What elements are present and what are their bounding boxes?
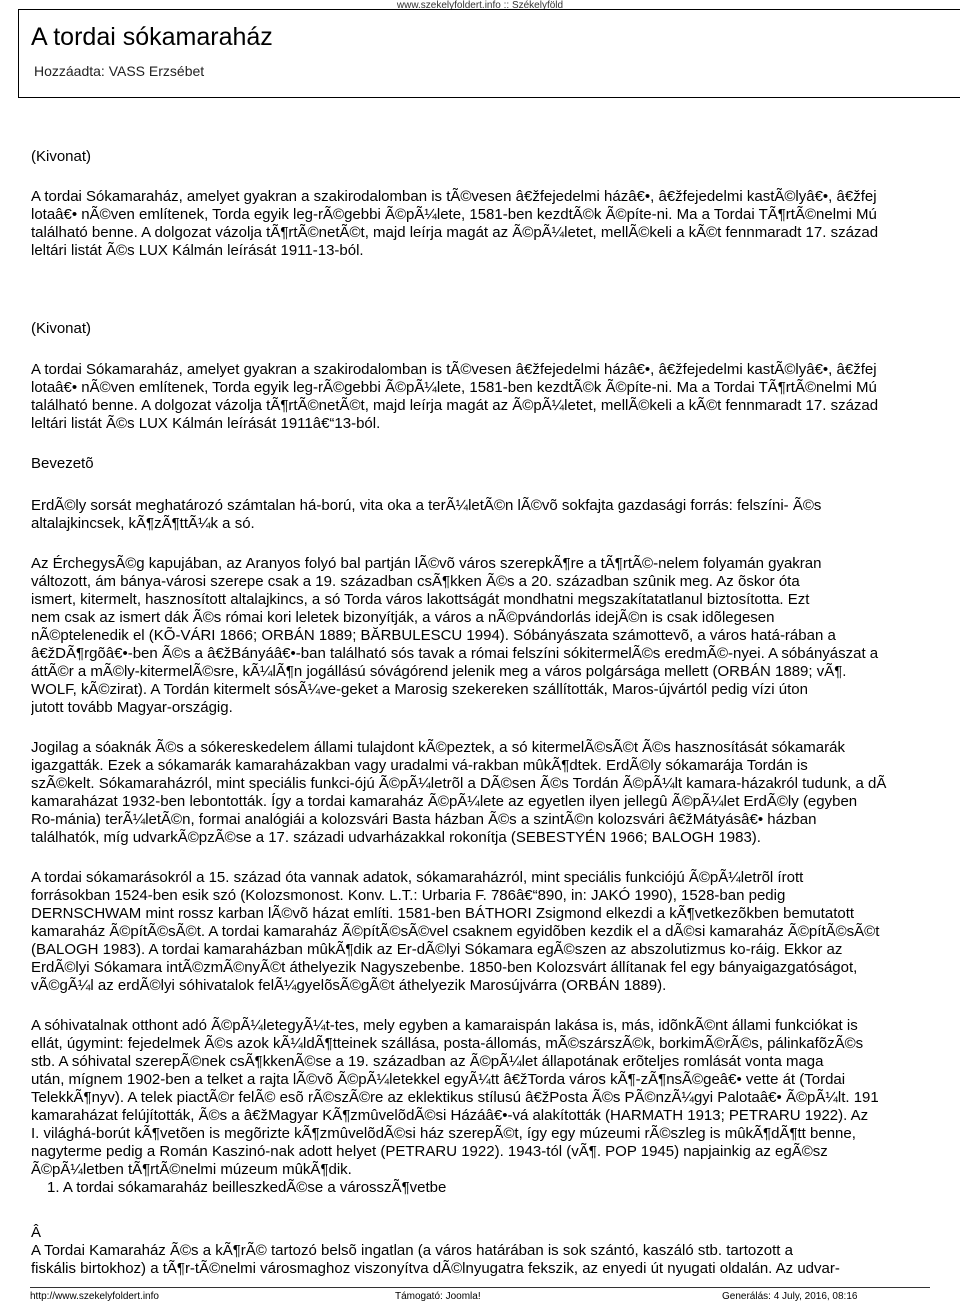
paragraph-line: Ã©pÃ¼letben tÃ¶rtÃ©nelmi múzeum mûkÃ¶dik. xyxy=(31,1161,352,1178)
abstract-line: leltári listát Ã©s LUX Kálmán leírását 1911â€“13-ból. xyxy=(31,415,381,432)
paragraph-line: fiskális birtokhoz) a tÃ¶r-tÃ©nelmi városmaghoz viszonyítva dÃ©lnyugatra fekszik, az enyedi út nyugati oldalán. Az udvar- xyxy=(31,1260,840,1277)
paragraph-line: A tordai sókamarásokról a 15. század óta vannak adatok, sókamaraházról, mint speciális funkciójú Ã©pÃ¼letrõl írott xyxy=(31,869,804,886)
abstract-line: található benne. A dolgozat vázolja tÃ¶rtÃ©netÃ©t, majd leírja magát az Ã©pÃ¼letet, mellÃ©keli a kÃ©t fennmaradt 17. század xyxy=(31,224,879,241)
paragraph-line: változott, ám bánya-városi szerepe csak a 19. században csÃ¶kken Ã©s a 20. században szûnik meg. Az õskor óta xyxy=(31,573,800,590)
article-body xyxy=(31,148,960,1278)
paragraph-line: WOLF, kÃ©zirat). A Tordán kitermelt sósÃ¼ve-geket a Marosig szekereken szállították, Maros-újvártól pedig vízi úton xyxy=(31,681,808,698)
paragraph-line: stb. A sóhivatal szerepÃ©nek csÃ¶kkenÃ©se a 19. században az Ã©pÃ¼let állapotának erõteljes romlását vonta maga xyxy=(31,1053,824,1070)
abstract-line: található benne. A dolgozat vázolja tÃ¶rtÃ©netÃ©t, majd leírja magát az Ã©pÃ¼letet, mellÃ©keli a kÃ©t fennmaradt 17. század xyxy=(31,397,879,414)
title-box-top-border xyxy=(18,9,960,10)
paragraph-line: I. világhá-borút kÃ¶vetõen is megõrizte kÃ¶zmûvelõdÃ©si ház szerepÃ©t, így egy múzeumi rÃ©szleg is mûkÃ¶dÃ¶tt benne, xyxy=(31,1125,856,1142)
abstract-line: A tordai Sókamaraház, amelyet gyakran a szakirodalomban is tÃ©vesen â€žfejedelmi házâ€•, â€žfejedelmi kastÃ©lyâ€•, â€žfej xyxy=(31,361,877,378)
abstract-line: A tordai Sókamaraház, amelyet gyakran a szakirodalomban is tÃ©vesen â€žfejedelmi házâ€•, â€žfejedelmi kastÃ©lyâ€•, â€žfej xyxy=(31,188,877,205)
paragraph-line: (BALOGH 1983). A tordai kamaraházban mûkÃ¶dik az Er-dÃ©lyi Sókamara egÃ©szen az abszolutizmus ko-ráig. Ekkor az xyxy=(31,941,843,958)
paragraph-line: nagyterme pedig a Román Kaszinó-nak adott helyet (PETRARU 1922). 1943-tól (vÃ¶. POP 1945) napjainkig az egÃ©sz xyxy=(31,1143,828,1160)
abstract-line: lotaâ€• nÃ©ven említenek, Torda egyik leg-rÃ©gebbi Ã©pÃ¼lete, 1581-ben kezdtÃ©k Ã©píte-ni. Ma a Tordai TÃ¶rtÃ©nelmi Mú xyxy=(31,206,877,223)
paragraph-line: forrásokban 1524-ben esik szó (Kolozsmonost. Konv. L.T.: Urbaria F. 786â€“890, in: JAKÓ 1990), 1528-ban pedig xyxy=(31,887,786,904)
paragraph-line: DERNSCHWAM mint rossz karban lÃ©võ házat említi. 1581-ben BÁTHORI Zsigmond elkezdi a kÃ¶vetkezõkben bemutatott xyxy=(31,905,855,922)
paragraph-line: Ro-mánia) terÃ¼letÃ©n, formai analógiái a kolozsvári Basta házban Ã©s a szintÃ©n kolozsvári â€žMátyásâ€• házban xyxy=(31,811,817,828)
paragraph-line: ismert, kitermelt, hasznosított altalajkincs, a só Torda város lakottságát mondhatni megszakítatatlanul biztosította. Ezt xyxy=(31,591,810,608)
numbered-list-item: 1. A tordai sókamaraház beilleszkedÃ©se a városszÃ¶vetbe xyxy=(47,1179,447,1196)
abstract-heading: (Kivonat) xyxy=(31,320,92,337)
article-title: A tordai sókamaraház xyxy=(31,23,273,51)
footer-divider xyxy=(30,1287,930,1288)
paragraph-line: A Tordai Kamaraház Ã©s a kÃ¶rÃ© tartozó belsõ ingatlan (a város határában is sok szántó, kaszáló stb. tartozott a xyxy=(31,1242,793,1259)
paragraph-line: találhatók, míg udvarkÃ©pzÃ©se a 17. századi udvarházakkal rokonítja (SEBESTYÉN 1966; BALOGH 1983). xyxy=(31,829,761,846)
footer-generated-date: Generálás: 4 July, 2016, 08:16 xyxy=(722,1291,858,1302)
abstract-line: lotaâ€• nÃ©ven említenek, Torda egyik leg-rÃ©gebbi Ã©pÃ¼lete, 1581-ben kezdtÃ©k Ã©píte-ni. Ma a Tordai TÃ¶rtÃ©nelmi Mú xyxy=(31,379,877,396)
paragraph-line: kamaraházat 1932-ben lebontották. Így a tordai kamaraház Ã©pÃ¼lete az egyetlen ilyen jellegû Ã©pÃ¼let ErdÃ©ly (egyben xyxy=(31,793,858,810)
paragraph-line: altalajkincsek, kÃ¶zÃ¶ttÃ¼k a só. xyxy=(31,515,255,532)
footer-url-link[interactable]: http://www.szekelyfoldert.info xyxy=(30,1291,159,1302)
title-box-left-border xyxy=(18,9,19,97)
paragraph-line: A sóhivatalnak otthont adó Ã©pÃ¼letegyÃ¼t-tes, mely egyben a kamaraispán lakása is, más, idõnkÃ©nt állami funkciókat is xyxy=(31,1017,858,1034)
paragraph-line: igazgatták. Ezek a sókamarák kamaraházakban vagy uradalmi vá-rakban mûkÃ¶dtek. ErdÃ©ly sókamarája Tordán is xyxy=(31,757,808,774)
paragraph-line: kamaraház Ã©pítÃ©sÃ©t. A tordai kamaraház Ã©pítÃ©sÃ©vel csaknem egyidõben kezdik el a dÃ©si kamaraház Ã©pítÃ©sÃ©t xyxy=(31,923,880,940)
stray-character: Â xyxy=(31,1224,42,1241)
paragraph-line: áttÃ©r a mÃ©ly-kitermelÃ©sre, kÃ¼lÃ¶n jogállású sóvágórend jelenik meg a város polgársága mellett (ORBÁN 1889; vÃ¶. xyxy=(31,663,847,680)
paragraph-line: kamaraházat felújították, Ã©s a â€žMagyar KÃ¶zmûvelõdÃ©si Házáâ€•-vá alakították (HARMATH 1913; PETRARU 1922). Az xyxy=(31,1107,869,1124)
abstract-heading: (Kivonat) xyxy=(31,148,92,165)
title-box-bottom-border xyxy=(18,97,960,98)
article-author: Hozzáadta: VASS Erzsébet xyxy=(34,63,205,79)
paragraph-line: ErdÃ©ly sorsát meghatározó számtalan há-ború, vita oka a terÃ¼letÃ©n lÃ©võ sokfajta gazdasági forrás: felszíni- Ã©s xyxy=(31,497,822,514)
paragraph-line: jutott tovább Magyar-országig. xyxy=(31,699,233,716)
paragraph-line: vÃ©gÃ¼l az erdÃ©lyi sóhivatalok felÃ¼gyelõsÃ©gÃ©t áthelyezik Marosújvárra (ORBÁN 1889). xyxy=(31,977,667,994)
paragraph-line: â€žDÃ¶rgõâ€•-ben Ã©s a â€žBányáâ€•-ban található sós tavak a római felszíni sókitermelÃ©s eredmÃ©-nyei. A sóbányászat a xyxy=(31,645,879,662)
paragraph-line: Az ÉrchegysÃ©g kapujában, az Aranyos folyó bal partján lÃ©võ város szerepkÃ¶re a tÃ¶rtÃ©-nelem folyamán gyakran xyxy=(31,555,822,572)
paragraph-line: nem csak az ismert dák Ã©s római kori leletek bizonyítják, a város a nÃ©pvándorlás idejÃ©n is csak idõlegesen xyxy=(31,609,775,626)
paragraph-line: Jogilag a sóaknák Ã©s a sókereskedelem állami tulajdont kÃ©peztek, a só kitermelÃ©sÃ©t Ã©s hasznosítását sókamarák xyxy=(31,739,845,756)
paragraph-line: ErdÃ©lyi Sókamara intÃ©zmÃ©nyÃ©t áthelyezik Nagyszebenbe. 1850-ben Kolozsvárt állítanak fel egy bányaigazgatóságot, xyxy=(31,959,858,976)
site-header: www.szekelyfoldert.info :: Székelyföld xyxy=(396,0,564,11)
paragraph-line: szÃ©kelt. Sókamaraházról, mint speciális funkci-ójú Ã©pÃ¼letrõl a DÃ©sen Ã©s Tordán Ã©pÃ¼lt kamara-házakról tudunk, a dÃ xyxy=(31,775,887,792)
abstract-line: leltári listát Ã©s LUX Kálmán leírását 1911-13-ból. xyxy=(31,242,364,259)
paragraph-line: után, mígnem 1902-ben a telket a rajta lÃ©võ Ã©pÃ¼letekkel egyÃ¼tt â€žTorda város kÃ¶-zÃ¶nsÃ©geâ€• vette át (Tordai xyxy=(31,1071,846,1088)
paragraph-line: ellát, úgymint: fejedelmek Ã©s azok kÃ¼ldÃ¶tteinek szállása, posta-állomás, mÃ©szárszÃ©k, borkimÃ©rÃ©s, pálinkafõzÃ©s xyxy=(31,1035,864,1052)
section-heading: Bevezetõ xyxy=(31,455,94,472)
paragraph-line: TelekkÃ¶nyv). A telek piactÃ©r felÃ© esõ rÃ©szÃ©re az eklektikus stílusú â€žPosta Ã©s PÃ©nzÃ¼gyi Palotaâ€• Ã©pÃ¼lt. 191 xyxy=(31,1089,879,1106)
paragraph-line: nÃ©ptelenedik el (KÕ-VÁRI 1866; ORBÁN 1889; BĂRBULESCU 1994). Sóbányászata számottevõ, a város hatá-rában a xyxy=(31,627,836,644)
footer-sponsor: Támogató: Joomla! xyxy=(395,1291,481,1302)
